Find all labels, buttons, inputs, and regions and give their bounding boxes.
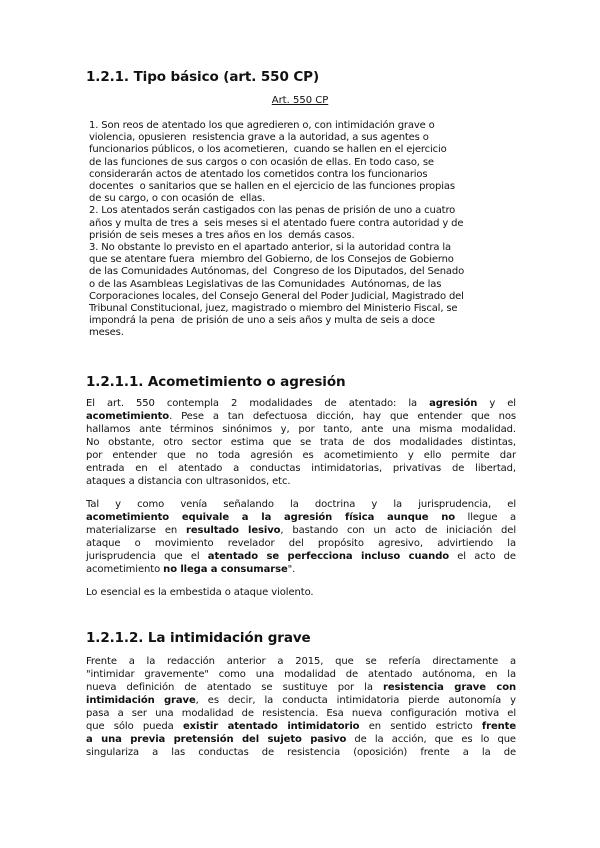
quote-line: Tribunal Constitucional, juez, magistrado o miembro del Ministerio Fiscal, se [86,303,458,315]
quote-line: prisión de seis meses a tres años en los demás casos. [86,229,355,241]
article-quote [86,120,516,340]
section-heading-intimidacion: 1.2.1.2. La intimidación grave [86,630,311,646]
quote-line: meses. [86,327,124,339]
text-line: "intimidar gravemente" como una modalidad de atentado autónoma, en la [86,669,516,680]
quote-line: funcionarios públicos, o los acometieren, cuando se hallen en el ejercicio [86,144,447,156]
paragraph-acometimiento [86,397,516,488]
text-line: Lo esencial es la embestida o ataque violento. [86,587,314,598]
quote-line: 1. Son reos de atentado los que agredieren o, con intimidación grave o [86,120,435,131]
quote-line: violencia, opusieren resistencia grave a la autoridad, a sus agentes o [86,132,429,144]
text-line: ataque o movimiento revelador del propósito agresivo, advirtiendo la [86,538,516,549]
text-line: singulariza a las conductas de resistencia (oposición) frente a la de [86,747,516,758]
quote-line: o de las Asambleas Legislativas de las Comunidades Autónomas, de las [86,278,442,290]
text-line: hallamos ante términos sinónimos y, por tanto, ante una misma modalidad. [86,424,516,435]
quote-line: Corporaciones locales, del Consejo General del Poder Judicial, Magistrado del [86,290,464,302]
quote-line: 3. No obstante lo previsto en el apartado anterior, si la autoridad contra la [86,242,451,254]
quote-line: de las funciones de sus cargos o con ocasión de ellas. En todo caso, se [86,156,434,168]
text-line: que sólo pueda existir atentado intimidatorio en sentido estricto frente [86,721,517,732]
paragraph-jurisprudencia [86,498,516,576]
quote-line: años y multa de tres a seis meses si el atentado fuere contra autoridad y de [86,217,464,229]
text-line: El art. 550 contempla 2 modalidades de atentado: la agresión y el [86,398,516,409]
quote-line: considerarán actos de atentado los cometidos contra los funcionarios [86,168,428,180]
text-line: acometimiento equivale a la agresión física aunque no llegue a [86,512,516,523]
text-line: por entender que no toda agresión es acometimiento y ello permite dar [86,450,516,461]
text-line: materializarse en resultado lesivo, bastando con un acto de iniciación del [86,525,516,536]
quote-line: de las Comunidades Autónomas, del Congreso de los Diputados, del Senado [86,266,465,278]
text-line: Frente a la redacción anterior a 2015, que se refería directamente a [86,656,516,667]
quote-line: impondrá la pena de prisión de uno a seis años y multa de seis a doce [86,315,435,327]
section-heading-acometimiento: 1.2.1.1. Acometimiento o agresión [86,374,346,390]
quote-line: de su cargo, o con ocasión de ellas. [86,193,266,205]
paragraph-intimidacion [86,655,516,759]
text-line: pasa a ser una modalidad de resistencia. Esa nueva configuración motiva el [86,708,516,719]
text-line: nueva definición de atentado se sustituye por la resistencia grave con [86,682,516,693]
paragraph-esencial [86,586,516,599]
text-line: Tal y como venía señalando la doctrina y la jurisprudencia, el [86,499,516,510]
text-line: acometimiento. Pese a tan defectuosa dicción, hay que entender que nos [86,411,516,422]
section-heading-tipo-basico: 1.2.1. Tipo básico (art. 550 CP) [86,69,320,85]
text-line: a una previa pretensión del sujeto pasivo de la acción, que es lo que [86,734,516,745]
quote-line: que se atentare fuera miembro del Gobierno, de los Consejos de Gobierno [86,254,454,266]
text-line: acometimiento no llega a consumarse". [86,564,296,575]
text-line: intimidación grave, es decir, la conducta intimidatoria pierde autonomía y [86,695,516,706]
quote-line: docentes o sanitarios que se hallen en el ejercicio de las funciones propias [86,181,455,193]
quote-line: 2. Los atentados serán castigados con las penas de prisión de uno a cuatro [86,205,456,217]
text-line: No obstante, otro sector estima que se trata de dos modalidades distintas, [86,437,516,448]
text-line: jurisprudencia que el atentado se perfecciona incluso cuando el acto de [86,551,516,562]
article-reference-link[interactable]: Art. 550 CP [271,95,329,106]
text-line: ataques a distancia con ultrasonidos, etc. [86,476,291,487]
text-line: entrada en el atentado a conductas intimidatorias, privativas de libertad, [86,463,516,474]
